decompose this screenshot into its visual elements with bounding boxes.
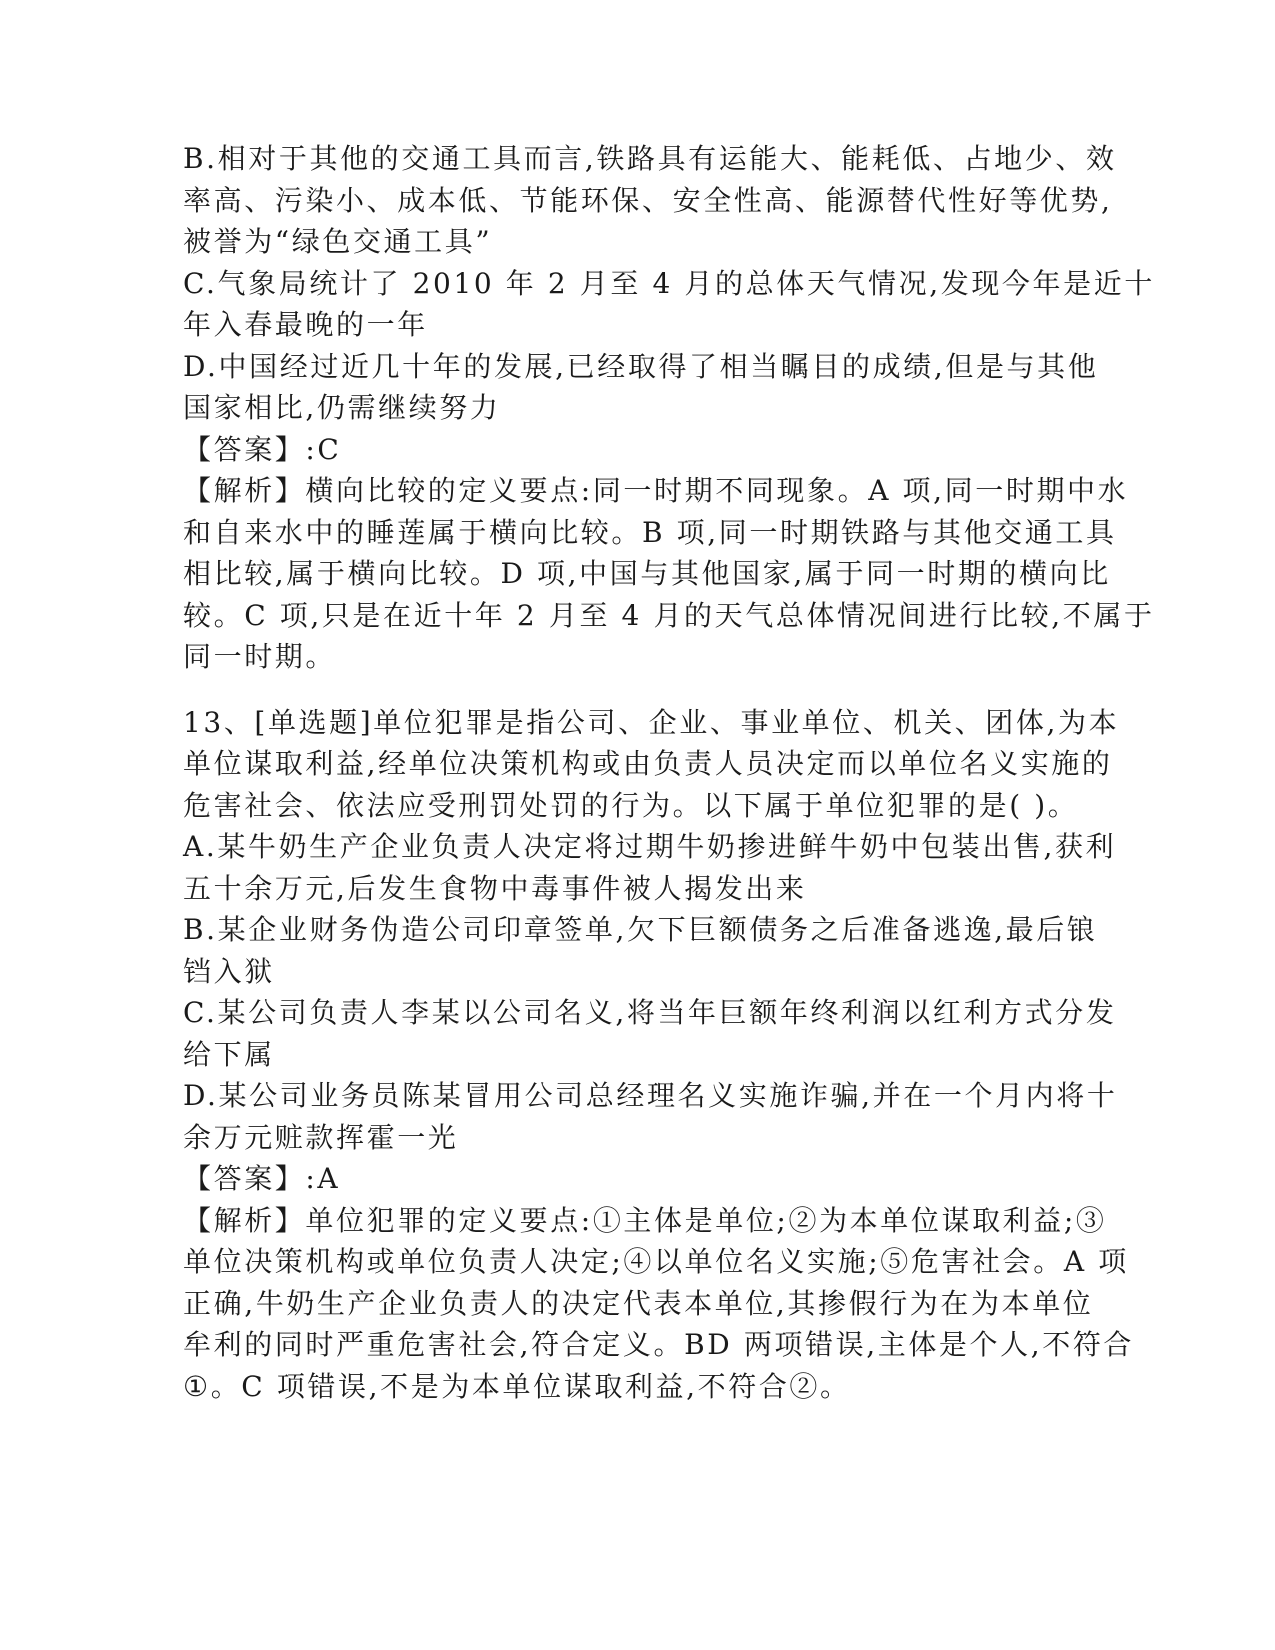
q12-option-d-line: 国家相比,仍需继续努力 xyxy=(183,391,501,424)
document-page xyxy=(183,138,1155,1407)
q13-stem-line: 单位谋取利益,经单位决策机构或由负责人员决定而以单位名义实施的 xyxy=(183,747,1113,780)
q13-option-d-line: 余万元赃款挥霍一光 xyxy=(183,1120,459,1154)
q12-option-c-line: 年入春最晚的一年 xyxy=(183,308,428,341)
q12-option-b-line: 被誉为“绿色交通工具” xyxy=(183,225,493,258)
q12-analysis-line: 相比较,属于横向比较。D 项,中国与其他国家,属于同一时期的横向比 xyxy=(183,557,1111,590)
q12-analysis-line: 【解析】横向比较的定义要点:同一时期不同现象。A 项,同一时期中水 xyxy=(183,474,1129,507)
q13-option-b-line: B.某企业财务伪造公司印章签单,欠下巨额债务之后准备逃逸,最后锒 xyxy=(183,913,1098,946)
q13-option-c-line: C.某公司负责人李某以公司名义,将当年巨额年终利润以红利方式分发 xyxy=(183,996,1117,1029)
q12-option-c-line: C.气象局统计了 2010 年 2 月至 4 月的总体天气情况,发现今年是近十 xyxy=(183,266,1155,300)
question-spacer xyxy=(183,678,1053,702)
q12-option-b-line: 率高、污染小、成本低、节能环保、安全性高、能源替代性好等优势, xyxy=(183,183,1113,217)
q12-analysis-line: 同一时期。 xyxy=(183,640,337,673)
q12-answer: 【答案】:C xyxy=(183,432,342,466)
question-12-continuation xyxy=(183,138,1155,678)
q13-option-d-line: D.某公司业务员陈某冒用公司总经理名义实施诈骗,并在一个月内将十 xyxy=(183,1079,1118,1112)
q13-stem-line: 危害社会、依法应受刑罚处罚的行为。以下属于单位犯罪的是( )。 xyxy=(183,788,1079,822)
q13-stem-line: 13、[单选题]单位犯罪是指公司、企业、事业单位、机关、团体,为本 xyxy=(183,705,1120,739)
q12-option-d-line: D.中国经过近几十年的发展,已经取得了相当瞩目的成绩,但是与其他 xyxy=(183,349,1099,383)
question-13 xyxy=(183,702,1135,1408)
q13-analysis-line: 单位决策机构或单位负责人决定;④以单位名义实施;⑤危害社会。A 项 xyxy=(183,1245,1129,1278)
q13-analysis-line: 牟利的同时严重危害社会,符合定义。BD 两项错误,主体是个人,不符合 xyxy=(183,1328,1135,1361)
q13-option-a-line: A.某牛奶生产企业负责人决定将过期牛奶掺进鲜牛奶中包装出售,获利 xyxy=(183,830,1117,863)
q12-option-b-line: B.相对于其他的交通工具而言,铁路具有运能大、能耗低、占地少、效 xyxy=(183,142,1117,175)
q13-option-c-line: 给下属 xyxy=(183,1037,275,1071)
q13-analysis-line: 正确,牛奶生产企业负责人的决定代表本单位,其掺假行为在为本单位 xyxy=(183,1286,1094,1320)
q12-analysis-line: 和自来水中的睡莲属于横向比较。B 项,同一时期铁路与其他交通工具 xyxy=(183,515,1117,549)
q13-option-a-line: 五十余万元,后发生食物中毒事件被人揭发出来 xyxy=(183,871,807,905)
q13-analysis-line: 【解析】单位犯罪的定义要点:①主体是单位;②为本单位谋取利益;③ xyxy=(183,1203,1107,1237)
q13-answer: 【答案】:A xyxy=(183,1162,341,1195)
q12-analysis-line: 较。C 项,只是在近十年 2 月至 4 月的天气总体情况间进行比较,不属于 xyxy=(183,598,1155,632)
q13-option-b-line: 铛入狱 xyxy=(183,954,275,988)
q13-analysis-line: ①。C 项错误,不是为本单位谋取利益,不符合②。 xyxy=(183,1369,851,1403)
